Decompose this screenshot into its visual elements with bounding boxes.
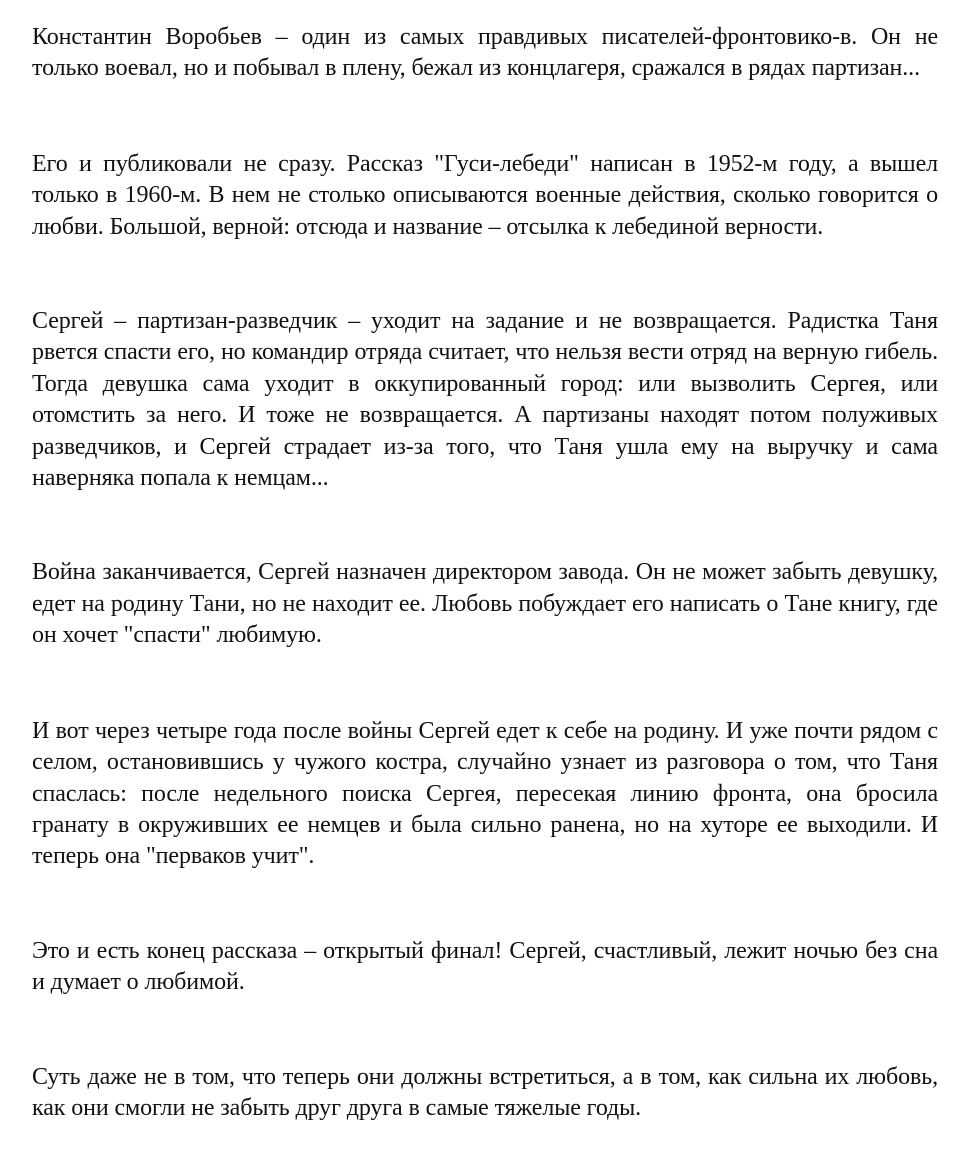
paragraph-plot-after-war: Война заканчивается, Сергей назначен директором завода. Он не может забыть девушку, едет на родину Тани, но не находит ее. Любовь побуждает его написать о Тане книгу, где он хочет "спасти" любимую. (32, 559, 938, 649)
paragraph-publication: Его и публиковали не сразу. Рассказ "Гуси-лебеди" написан в 1952-м году, а вышел только в 1960-м. В нем не столько описываются военные действия, сколько говорится о любви. Большой, верной: отсюда и название – отсылка к лебединой верности. (32, 150, 938, 240)
paragraph-conclusion: Суть даже не в том, что теперь они должны встретиться, а в том, как сильна их любовь, как они смогли не забыть друг друга в самые тяжелые годы. (32, 1063, 938, 1121)
document-body (32, 22, 938, 1124)
paragraph-ending: Это и есть конец рассказа – открытый финал! Сергей, счастливый, лежит ночью без сна и думает о любимой. (32, 937, 938, 996)
paragraph-intro: Константин Воробьев – один из самых правдивых писателей-фронтовико-в. Он не только воевал, но и побывал в плену, бежал из концлагеря, сражался в рядах партизан... (32, 24, 938, 82)
paragraph-plot-mission: Сергей – партизан-разведчик – уходит на задание и не возвращается. Радистка Таня рвется спасти его, но командир отряда считает, что нельзя вести отряд на верную гибель. Тогда девушка сама уходит в оккупированный город: или вызволить Сергея, или отомстить за него. И тоже не возвращается. А партизаны находят потом полуживых разведчиков, и Сергей страдает из-за того, что Таня ушла ему на выручку и сама наверняка попала к немцам... (32, 308, 938, 492)
paragraph-plot-return: И вот через четыре года после войны Сергей едет к себе на родину. И уже почти рядом с селом, остановившись у чужого костра, случайно узнает из разговора о том, что Таня спаслась: после недельного поиска Сергея, пересекая линию фронта, она бросила гранату в окруживших ее немцев и была сильно ранена, но на хуторе ее выходили. И теперь она "перваков учит". (32, 717, 938, 870)
